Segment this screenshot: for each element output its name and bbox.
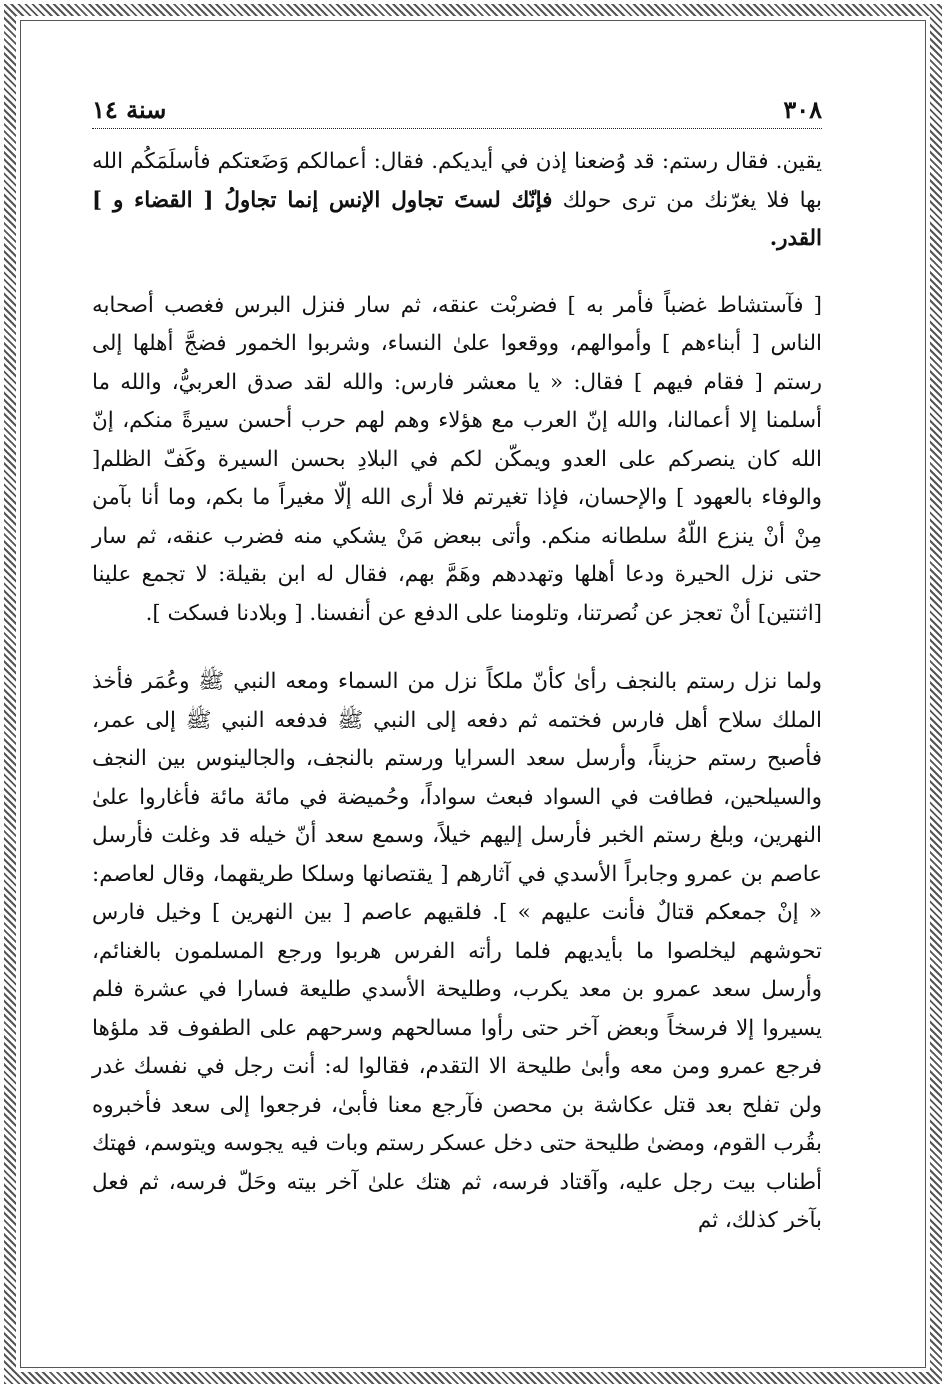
paragraph-1 xyxy=(92,143,822,259)
paragraph-1-bold: فإنّك لستَ تجاول الإنس إنما تجاولُ [ القضاء و ] القدر. xyxy=(92,187,822,251)
year-label: سنة ١٤ xyxy=(92,95,167,124)
paragraph-2: [ فآستشاط غضباً فأمر به ] فضربْت عنقه، ثم سار فنزل البرس فغصب أصحابه الناس [ أبناءهم ] وأموالهم، ووقعوا علىٰ النساء، وشربوا الخمور فضجَّ أهلها إلى رستم [ فقام فيهم ] فقال: « يا معشر فارس: والله لقد صدق العربيُّ، والله ما أسلمنا إلا أعمالنا، والله إنّ العرب مع هؤلاء وهم لهم حرب أحسن سيرةً منكم، إنّ الله كان ينصركم على العدو ويمكّن لكم في البلادِ بحسن السيرة وكَفّ الظلم[ والوفاء بالعهود ] والإحسان، فإذا تغيرتم فلا أرى الله إلّا مغيراً ما بكم، وما أنا بآمن مِنْ أنْ ينزع اللّهُ سلطانه منكم. وأتى ببعض مَنْ يشكي منه فضرب عنقه، ثم سار حتى نزل الحيرة ودعا أهلها وتهددهم وهَمَّ بهم، فقال له ابن بقيلة: لا تجمع علينا [اثنتين] أنْ تعجز عن نُصرتنا، وتلومنا على الدفع عن أنفسنا. [ وبلادنا فسكت ]. xyxy=(92,292,822,626)
book-page xyxy=(92,84,822,1354)
running-header xyxy=(92,84,822,129)
paragraph-1-lead: يقين. فقال رستم: قد وُضعنا إذن في أيديكم. فقال: أعمالكم وَضَعتكم فأسلَمَكُم الله بها فلا يغرّنك من ترى حولك xyxy=(92,149,822,213)
page-number: ٣٠٨ xyxy=(783,95,822,124)
paragraph-3: ولما نزل رستم بالنجف رأىٰ كأنّ ملكاً نزل من السماء ومعه النبي ﷺ وعُمَر فأخذ الملك سلاح أهل فارس فختمه ثم دفعه إلى النبي ﷺ فدفعه النبي ﷺ إلى عمر، فأصبح رستم حزيناً، وأرسل سعد السرايا ورستم بالنجف، والجالينوس بين النجف والسيلحين، فطافت في السواد فبعث سواداً، وحُميضة في مائة مائة فأغاروا علىٰ النهرين، وبلغ رستم الخبر فأرسل إليهم خيلاً، وسمع سعد أنّ خيله قد وغلت فأرسل عاصم بن عمرو وجابراً الأسدي في آثارهم [ يقتصانها وسلكا طريقهما، وقال لعاصم: « إنْ جمعكم قتالٌ فأنت عليهم » ]. فلقيهم عاصم [ بين النهرين ] وخيل فارس تحوشهم ليخلصوا ما بأيديهم فلما رأته الفرس هربوا ورجع المسلمون بالغنائم، وأرسل سعد عمرو بن معد يكرب، وطليحة الأسدي طليعة فسارا في عشرة فلم يسيروا إلا فرسخاً وبعض آخر حتى رأوا مسالحهم وسرحهم على الطفوف قد ملؤها فرجع عمرو ومن معه وأبىٰ طليحة الا التقدم، فقالوا له: أنت رجل في نفسك غدر ولن تفلح بعد قتل عكاشة بن محصن فآرجع معنا فأبىٰ، فرجعوا إلى سعد فأخبروه بقُرب القوم، ومضىٰ طليحة حتى دخل عسكر رستم وبات فيه يجوسه ويتوسم، فهتك أطناب بيت رجل عليه، وآقتاد فرسه، ثم هتك علىٰ آخر بيته وحَلّ فرسه، ثم فعل بآخر كذلك، ثم xyxy=(92,669,822,1233)
